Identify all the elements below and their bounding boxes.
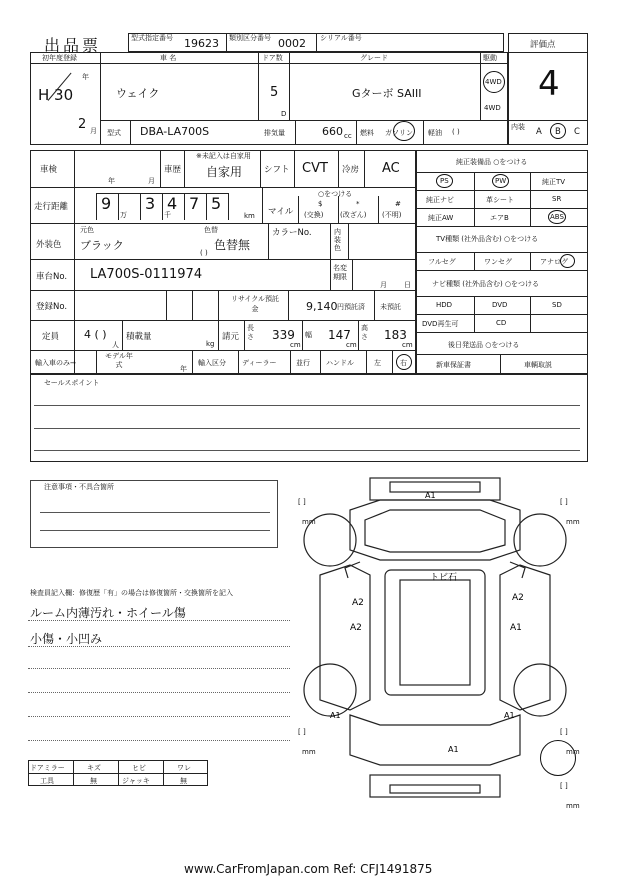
label-exterior-color: 外装色 <box>36 240 62 250</box>
label-interior-color: 内装色 <box>334 228 341 252</box>
shift-value: CVT <box>302 161 328 176</box>
equip-airbag: エアB <box>490 214 509 222</box>
history-value: 自家用 <box>206 165 243 179</box>
handle-left: 左 <box>374 359 381 367</box>
mark-left-front-door: A2 <box>352 598 364 608</box>
width-unit: cm <box>346 341 357 349</box>
tire-bracket-rl: [ ] <box>298 728 306 736</box>
label-diesel: 軽油 <box>428 129 442 137</box>
displacement-unit: cc <box>344 132 352 140</box>
label-history: 車歴 <box>164 165 182 175</box>
tire-mm-fr: mm <box>566 518 580 526</box>
label-navi-type: ナビ種類 (社外品含む) ○をつける <box>432 280 540 288</box>
spare-mm: mm <box>566 802 580 810</box>
navi-dvd: DVD <box>492 301 508 309</box>
tire-mm-fl: mm <box>302 518 316 526</box>
spare-tire-icon <box>540 740 576 776</box>
circle-mark-ps <box>436 174 453 188</box>
car-name: ウェイク <box>116 87 160 100</box>
label-car-name: 車 名 <box>160 54 177 62</box>
height-value: 183 <box>384 328 407 342</box>
equip-leather: 革シート <box>486 196 514 204</box>
navi-dvd-play: DVD再生可 <box>422 320 459 328</box>
color-change-paren: ( ) <box>200 249 208 257</box>
history-note: ※未記入は自家用 <box>196 152 251 160</box>
circle-mark-abs <box>548 210 566 224</box>
label-interior-grade: 内装 <box>511 123 525 131</box>
legend-v-scratch: 無 <box>90 777 97 785</box>
import-dealer: ディーラー <box>242 359 277 367</box>
recycle-deposited: 円預託済 <box>337 303 365 311</box>
label-grade: グレード <box>360 54 388 62</box>
tire-bracket-fr: [ ] <box>560 498 568 506</box>
later-warranty: 新車保証書 <box>436 361 471 369</box>
interior-c: C <box>574 127 580 137</box>
unknown-sym: # <box>395 200 401 208</box>
tv-fullseg: フルセグ <box>428 258 456 266</box>
mark-right-rear-wheel: A1 <box>504 711 515 720</box>
label-height: 高さ <box>361 324 368 341</box>
mileage-digit-4: 7 <box>189 194 200 213</box>
label-sales-point: セールスポイント <box>44 379 100 387</box>
recycle-not-deposited: 未預託 <box>380 303 401 311</box>
displacement: 660 <box>322 125 343 138</box>
sheet-title: 出品票 <box>44 36 102 55</box>
label-chassis: 車台No. <box>36 272 68 282</box>
tire-mm-rl: mm <box>302 748 316 756</box>
label-fuel: 燃料 <box>360 129 374 137</box>
label-doors: ドア数 <box>262 54 283 62</box>
label-model: 型式 <box>107 129 121 137</box>
equip-aw: 純正AW <box>428 214 454 222</box>
navi-sd: SD <box>552 301 562 309</box>
label-model-year: モデル年式 <box>105 352 133 369</box>
load-unit: kg <box>206 340 215 348</box>
capacity-value: 4 ( ) <box>84 328 107 341</box>
label-registration-no: 登録No. <box>36 302 68 312</box>
mileage-mark-note: ○をつける <box>318 190 353 198</box>
mark-front-bumper: A1 <box>425 491 436 500</box>
legend-h-mirror: ドアミラー <box>30 764 65 772</box>
circle-mark-analog <box>560 254 575 268</box>
label-cooling: 冷房 <box>342 165 360 175</box>
mark-rear-bumper: A1 <box>448 745 459 754</box>
navi-hdd: HDD <box>436 301 453 309</box>
mark-right-rear-door: A1 <box>510 623 522 633</box>
inspector-note-1: ルーム内薄汚れ・ホイール傷 <box>30 606 186 620</box>
spare-bracket: [ ] <box>560 782 568 790</box>
navi-cd: CD <box>496 319 507 327</box>
legend-v-tool: 工具 <box>40 777 54 785</box>
tire-bracket-fl: [ ] <box>298 498 306 506</box>
swap-sym: $ <box>318 200 323 208</box>
circle-mark <box>550 123 566 139</box>
label-inspector: 検査員記入欄：修復歴「有」の場合は修復箇所・交換箇所を記入 <box>30 589 233 597</box>
tire-mm-rr: mm <box>566 748 580 756</box>
tv-oneseg: ワンセグ <box>484 258 512 266</box>
model-year-unit: 年 <box>180 365 187 373</box>
label-score: 評価点 <box>530 40 556 50</box>
mileage-sen: 千 <box>164 211 171 219</box>
mileage-digit-5: 5 <box>211 194 222 213</box>
first-reg-month: 2 <box>78 117 87 132</box>
fuel-gasoline: ガソリン <box>385 129 413 137</box>
label-import-category: 輸入区分 <box>198 359 226 367</box>
label-category: 類別区分番号 <box>229 34 271 42</box>
label-type-designation: 型式指定番号 <box>131 34 173 42</box>
interior-a: A <box>536 127 542 137</box>
name-change-day: 日 <box>404 281 411 289</box>
label-caution: 注意事項・不具合箇所 <box>44 483 114 491</box>
later-manual: 車輌取説 <box>524 361 552 369</box>
label-import-only: 輸入車のみ→ <box>35 359 76 367</box>
label-standard-equipment: 純正装備品 ○をつける <box>456 158 528 166</box>
color-change-value: 色替無 <box>214 238 251 252</box>
label-unknown: (不明) <box>382 211 402 219</box>
shaken-month-unit: 月 <box>148 177 155 185</box>
label-color-number: カラーNo. <box>272 228 312 238</box>
interior-b: B <box>555 127 561 137</box>
legend-h-scratch: キズ <box>87 764 101 772</box>
label-swap: (交換) <box>304 211 324 219</box>
mark-left-rear-door: A2 <box>350 623 362 633</box>
door-suffix: D <box>281 110 287 118</box>
month-unit: 月 <box>90 127 97 135</box>
legend-v-break: 無 <box>180 777 187 785</box>
label-shift: シフト <box>264 165 290 175</box>
length-unit: cm <box>290 341 301 349</box>
mark-left-rear-wheel: A1 <box>330 711 341 720</box>
label-tv-type: TV種類 (社外品含む) ○をつける <box>436 235 539 243</box>
alter-sym: * <box>356 200 360 208</box>
model-code: DBA-LA700S <box>140 125 210 138</box>
label-handle: ハンドル <box>326 359 354 367</box>
label-color-change: 色替 <box>204 226 218 234</box>
category-number-value: 0002 <box>278 37 306 50</box>
mileage-km: km <box>244 212 255 220</box>
label-width: 幅 <box>305 331 312 339</box>
label-alter: (改ざん) <box>340 211 367 219</box>
grade-value: Gターボ SAIII <box>352 87 422 100</box>
cooling-value: AC <box>382 161 400 176</box>
name-change-month: 月 <box>380 281 387 289</box>
circle-mark-pw <box>492 174 509 188</box>
label-original-color: 元色 <box>80 226 94 234</box>
legend-h-break: ワレ <box>177 764 191 772</box>
first-reg-era: H 30 <box>38 86 74 104</box>
label-mileage: 走行距離 <box>34 202 69 212</box>
label-drive: 駆動 <box>483 54 497 62</box>
mileage-digit-1: 9 <box>101 194 112 213</box>
recycle-amount: 9,140 <box>306 300 338 313</box>
drive-4wd-circled: 4WD <box>485 78 502 86</box>
shaken-year-unit: 年 <box>108 177 115 185</box>
footer-reference: www.CarFromJapan.com Ref: CFJ1491875 <box>184 862 433 876</box>
label-serial: シリアル番号 <box>320 34 362 42</box>
label-displacement: 排気量 <box>264 129 285 137</box>
legend-h-crack: ヒビ <box>132 764 146 772</box>
label-length: 長さ <box>247 324 254 341</box>
mileage-digit-3: 4 <box>167 194 178 213</box>
chassis-number: LA700S-0111974 <box>90 267 203 282</box>
equip-tv: 純正TV <box>542 178 566 186</box>
diesel-paren: ( ) <box>452 128 460 136</box>
drive-4wd: 4WD <box>484 104 501 112</box>
door-count: 5 <box>270 85 279 100</box>
circle-mark-right <box>396 354 412 370</box>
tire-bracket-rr: [ ] <box>560 728 568 736</box>
length-value: 339 <box>272 328 295 342</box>
label-later-shipment: 後日発送品 ○をつける <box>448 341 520 349</box>
label-recycle: リサイクル預託金 <box>230 295 280 313</box>
mark-right-front-door: A2 <box>512 593 524 603</box>
mileage-man: 万 <box>120 211 127 219</box>
label-first-reg: 初年度登録 <box>42 54 77 62</box>
equip-pw: PW <box>495 177 507 185</box>
width-value: 147 <box>328 328 351 342</box>
label-capacity: 定員 <box>42 332 60 342</box>
sales-point-box <box>30 374 588 462</box>
type-designation-number: 19623 <box>184 37 219 50</box>
equip-ps: PS <box>440 177 449 185</box>
tv-analog: アナログ <box>540 258 568 266</box>
score-value: 4 <box>538 64 560 104</box>
mark-windshield: トビ石 <box>430 573 458 583</box>
inspector-note-2: 小傷・小凹み <box>30 632 103 646</box>
legend-v-jack: ジャッキ <box>122 777 150 785</box>
label-load: 積載量 <box>126 332 152 342</box>
height-unit: cm <box>402 341 413 349</box>
original-color: ブラック <box>80 239 124 252</box>
mileage-digit-2: 3 <box>145 194 156 213</box>
equip-sr: SR <box>552 195 562 203</box>
capacity-unit: 人 <box>112 341 119 349</box>
label-name-change: 名変期限 <box>333 264 347 281</box>
year-unit: 年 <box>82 73 89 81</box>
label-weight: 請元 <box>222 332 240 342</box>
equip-navi: 純正ナビ <box>426 196 454 204</box>
label-shaken: 車検 <box>40 165 58 175</box>
equip-abs: ABS <box>550 213 564 221</box>
circle-mark-fuel <box>393 121 415 141</box>
handle-right: 右 <box>400 359 407 367</box>
import-parallel: 並行 <box>296 359 310 367</box>
label-mile: マイル <box>268 207 294 217</box>
